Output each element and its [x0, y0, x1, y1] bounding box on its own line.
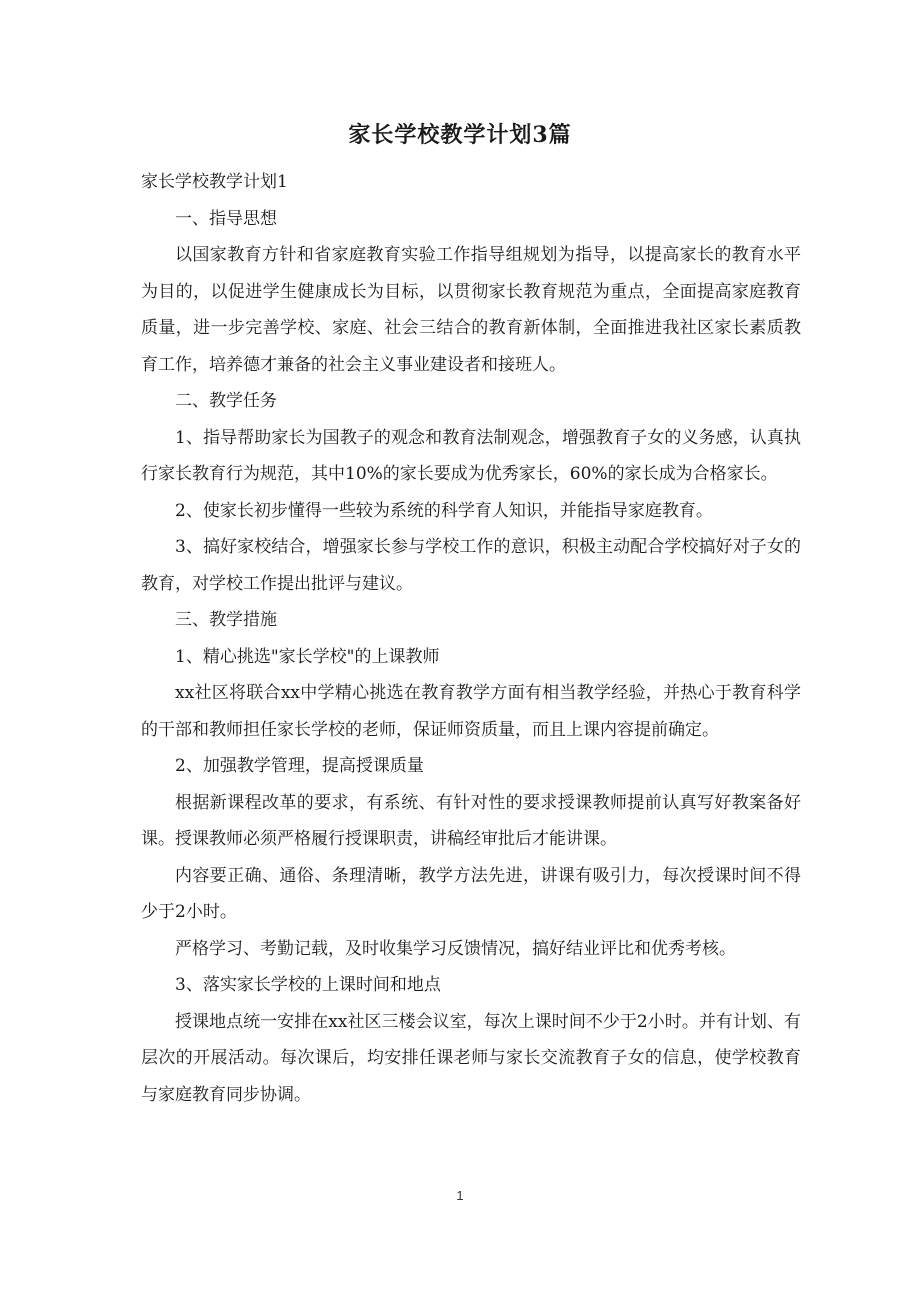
subheading: 2、加强教学管理，提高授课质量	[175, 756, 424, 776]
paragraph: 严格学习、考勤记载，及时收集学习反馈情况，搞好结业评比和优秀考核。	[175, 938, 736, 959]
paragraph: 内容要正确、通俗、条理清晰，教学方法先进，讲课有吸引力，每次授课时间不得少于2小时。	[141, 865, 801, 922]
document-title: 家长学校教学计划3篇	[348, 122, 572, 148]
paragraph: 授课地点统一安排在xx社区三楼会议室，每次上课时间不少于2小时。并有计划、有层次的开展活动。每次课后，均安排任课老师与家长交流教育子女的信息，使学校教育与家庭教育同步协调。	[141, 1011, 801, 1105]
subheading: 3、落实家长学校的上课时间和地点	[175, 975, 441, 995]
paragraph: 根据新课程改革的要求，有系统、有针对性的要求授课教师提前认真写好教案备好课。授课教师必须严格履行授课职责，讲稿经审批后才能讲课。	[141, 792, 801, 849]
subheading: 1、精心挑选"家长学校"的上课教师	[175, 646, 440, 667]
paragraph: 2、使家长初步懂得一些较为系统的科学育人知识，并能指导家庭教育。	[175, 500, 713, 521]
paragraph: 1、指导帮助家长为国教子的观念和教育法制观念，增强教育子女的义务感，认真执行家长教育行为规范，其中10%的家长要成为优秀家长，60%的家长成为合格家长。	[141, 427, 801, 484]
document-body	[141, 164, 801, 1113]
paragraph: 3、搞好家校结合，增强家长参与学校工作的意识，积极主动配合学校搞好对子女的教育，对学校工作提出批评与建议。	[141, 537, 801, 594]
paragraph: 以国家教育方针和省家庭教育实验工作指导组规划为指导，以提高家长的教育水平为目的，以促进学生健康成长为目标，以贯彻家长教育规范为重点，全面提高家庭教育质量，进一步完善学校、家庭、社会三结合的教育新体制，全面推进我社区家长素质教育工作，培养德才兼备的社会主义事业建设者和接班人。	[141, 245, 801, 375]
heading-teaching-measures: 三、教学措施	[175, 610, 277, 630]
page-number: 1	[456, 1188, 464, 1203]
heading-guiding-ideology: 一、指导思想	[175, 208, 277, 229]
section-subtitle: 家长学校教学计划1	[141, 172, 288, 192]
paragraph: xx社区将联合xx中学精心挑选在教育教学方面有相当教学经验，并热心于教育科学的干部和教师担任家长学校的老师，保证师资质量，而且上课内容提前确定。	[141, 683, 801, 740]
heading-teaching-tasks: 二、教学任务	[175, 391, 277, 411]
